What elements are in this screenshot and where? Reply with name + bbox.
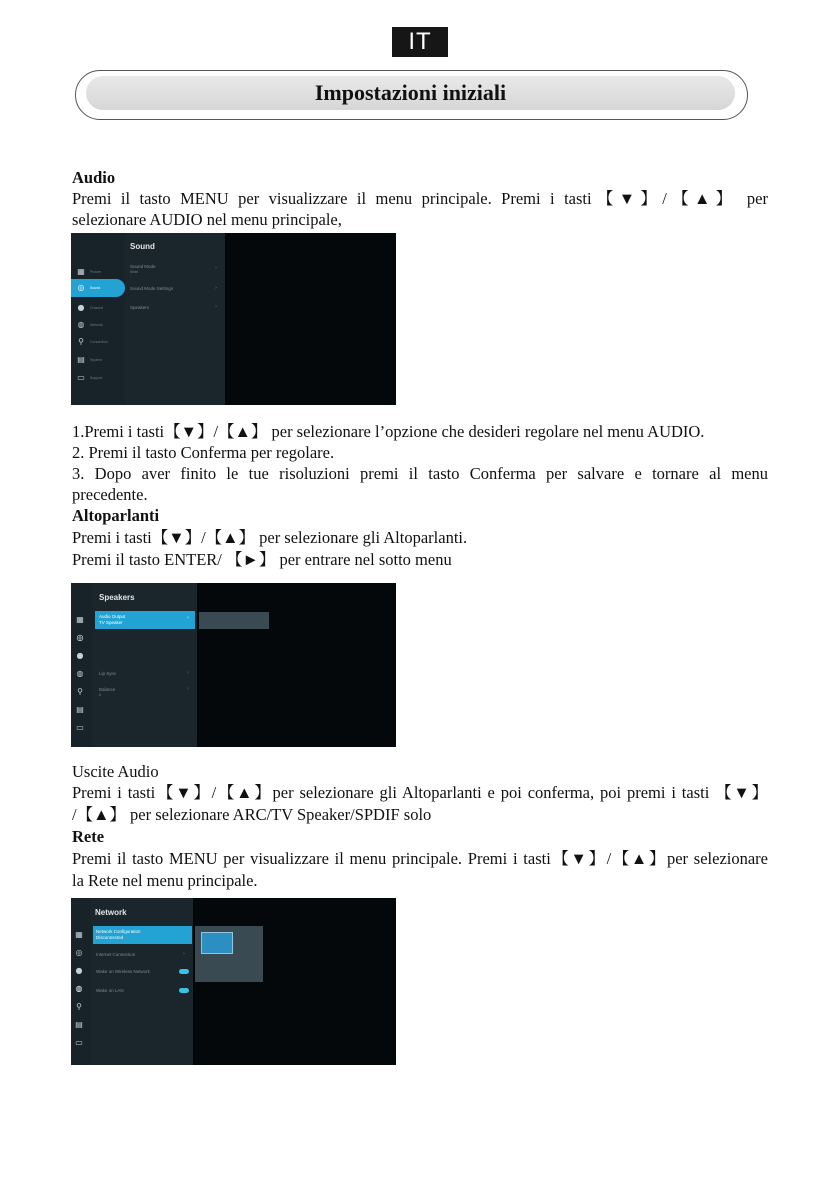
chevron-right-icon: › xyxy=(183,951,185,957)
tv-sidebar xyxy=(71,233,125,405)
network-panel xyxy=(91,898,193,1065)
speakers-line1: Premi i tasti【▼】/【▲】 per selezionare gli Altoparlanti. xyxy=(72,528,468,547)
internet-connection-item[interactable]: Internet Connection xyxy=(96,952,136,957)
wake-lan-item[interactable]: Wake on LAN xyxy=(96,988,124,993)
audio-output-value: TV Speaker xyxy=(99,620,123,625)
system-icon: ▤ xyxy=(77,355,85,364)
network-icon: ◍ xyxy=(75,984,83,993)
outputs-line3: /【▲】 per selezionare ARC/TV Speaker/SPDIF solo xyxy=(72,805,432,824)
title-banner xyxy=(86,76,735,110)
speakers-panel-title: Speakers xyxy=(99,593,135,602)
sound-icon: ◎ xyxy=(75,948,83,957)
wake-wireless-toggle[interactable] xyxy=(179,969,189,974)
channel-icon: ● xyxy=(77,303,85,312)
audio-step1: 1.Premi i tasti【▼】/【▲】 per selezionare l’opzione che desideri regolare nel menu AUDIO. xyxy=(72,422,705,441)
network-icon: ◍ xyxy=(77,320,85,329)
network-config-item[interactable]: Network Configuration xyxy=(96,929,141,934)
speakers-heading: Altoparlanti xyxy=(72,506,160,525)
chevron-right-icon: › xyxy=(215,265,217,271)
chevron-right-icon: › xyxy=(187,615,189,621)
sidebar-label: Sound xyxy=(90,286,101,290)
sidebar-label: System xyxy=(90,358,102,362)
connection-icon: ⚲ xyxy=(78,337,84,346)
menu-item-value: Vivid xyxy=(130,270,138,274)
network-config-value: Disconnected xyxy=(96,935,124,940)
support-icon: ▭ xyxy=(75,1038,83,1047)
balance-value: 0 xyxy=(99,693,101,697)
network-panel-title: Network xyxy=(95,908,127,917)
sidebar-label: Connection xyxy=(90,340,108,344)
audio-step3-line2: precedente. xyxy=(72,485,148,504)
chevron-right-icon: › xyxy=(215,285,217,291)
sound-menu-screenshot xyxy=(71,233,396,405)
tv-sidebar xyxy=(71,898,91,1065)
picture-icon: ▦ xyxy=(76,615,84,624)
sound-icon: ◎ xyxy=(77,283,85,292)
lip-sync-item[interactable]: Lip Sync xyxy=(99,671,117,676)
speakers-line2: Premi il tasto ENTER/ 【►】 per entrare nel sotto menu xyxy=(72,550,452,569)
tv-sidebar xyxy=(71,583,93,747)
audio-step3-line1: 3. Dopo aver finito le tue risoluzioni premi il tasto Conferma per salvare e tornare al menu xyxy=(72,464,768,483)
sound-panel-title: Sound xyxy=(130,242,155,251)
wake-wireless-item[interactable]: Wake on Wireless Network xyxy=(96,969,150,974)
connection-icon: ⚲ xyxy=(77,687,83,696)
connection-icon: ⚲ xyxy=(76,1002,82,1011)
channel-icon: ● xyxy=(76,651,84,660)
audio-intro-line1: Premi il tasto MENU per visualizzare il menu principale. Premi i tasti【▼】/【▲】 per xyxy=(72,189,768,208)
audio-intro-line2: selezionare AUDIO nel menu principale, xyxy=(72,210,342,229)
audio-step2: 2. Premi il tasto Conferma per regolare. xyxy=(72,443,335,462)
sound-panel xyxy=(125,233,225,405)
network-info-panel xyxy=(195,926,263,982)
network-line2: la Rete nel menu principale. xyxy=(72,871,258,890)
sidebar-label: Support xyxy=(90,376,103,380)
menu-item[interactable]: Sound Mode Settings xyxy=(130,286,174,291)
menu-item[interactable]: Sound Mode xyxy=(130,264,156,269)
network-line1: Premi il tasto MENU per visualizzare il menu principale. Premi i tasti【▼】/【▲】per selezionare xyxy=(72,849,768,868)
system-icon: ▤ xyxy=(76,705,84,714)
sidebar-label: Network xyxy=(90,323,103,327)
channel-icon: ● xyxy=(75,966,83,975)
speakers-menu-screenshot xyxy=(71,583,396,747)
support-icon: ▭ xyxy=(76,723,84,732)
audio-output-item[interactable]: Audio Output xyxy=(99,614,126,619)
chevron-right-icon: › xyxy=(215,304,217,310)
language-tag: IT xyxy=(392,27,448,57)
system-icon: ▤ xyxy=(75,1020,83,1029)
network-icon: ◍ xyxy=(76,669,84,678)
network-heading: Rete xyxy=(72,827,105,846)
chevron-right-icon: › xyxy=(187,686,189,692)
speakers-panel xyxy=(93,583,197,747)
support-icon: ▭ xyxy=(77,373,85,382)
sound-icon: ◎ xyxy=(76,633,84,642)
sidebar-label: Channel xyxy=(90,306,104,310)
audio-heading: Audio xyxy=(72,168,116,187)
page-title: Impostazioni iniziali xyxy=(314,80,507,105)
menu-item[interactable]: Speakers xyxy=(130,305,150,310)
wake-lan-toggle[interactable] xyxy=(179,988,189,993)
network-image xyxy=(201,932,233,954)
picture-icon: ▦ xyxy=(77,267,85,276)
chevron-right-icon: › xyxy=(187,670,189,676)
outputs-title: Uscite Audio xyxy=(72,762,159,781)
picture-icon: ▦ xyxy=(75,930,83,939)
outputs-line2: Premi i tasti【▼】/【▲】per selezionare gli Altoparlanti e poi conferma, poi premi i tasti 【▼】 xyxy=(72,783,768,802)
sidebar-label: Picture xyxy=(90,270,101,274)
info-tooltip xyxy=(199,612,269,629)
balance-item[interactable]: Balance xyxy=(99,687,116,692)
network-menu-screenshot xyxy=(71,898,396,1065)
